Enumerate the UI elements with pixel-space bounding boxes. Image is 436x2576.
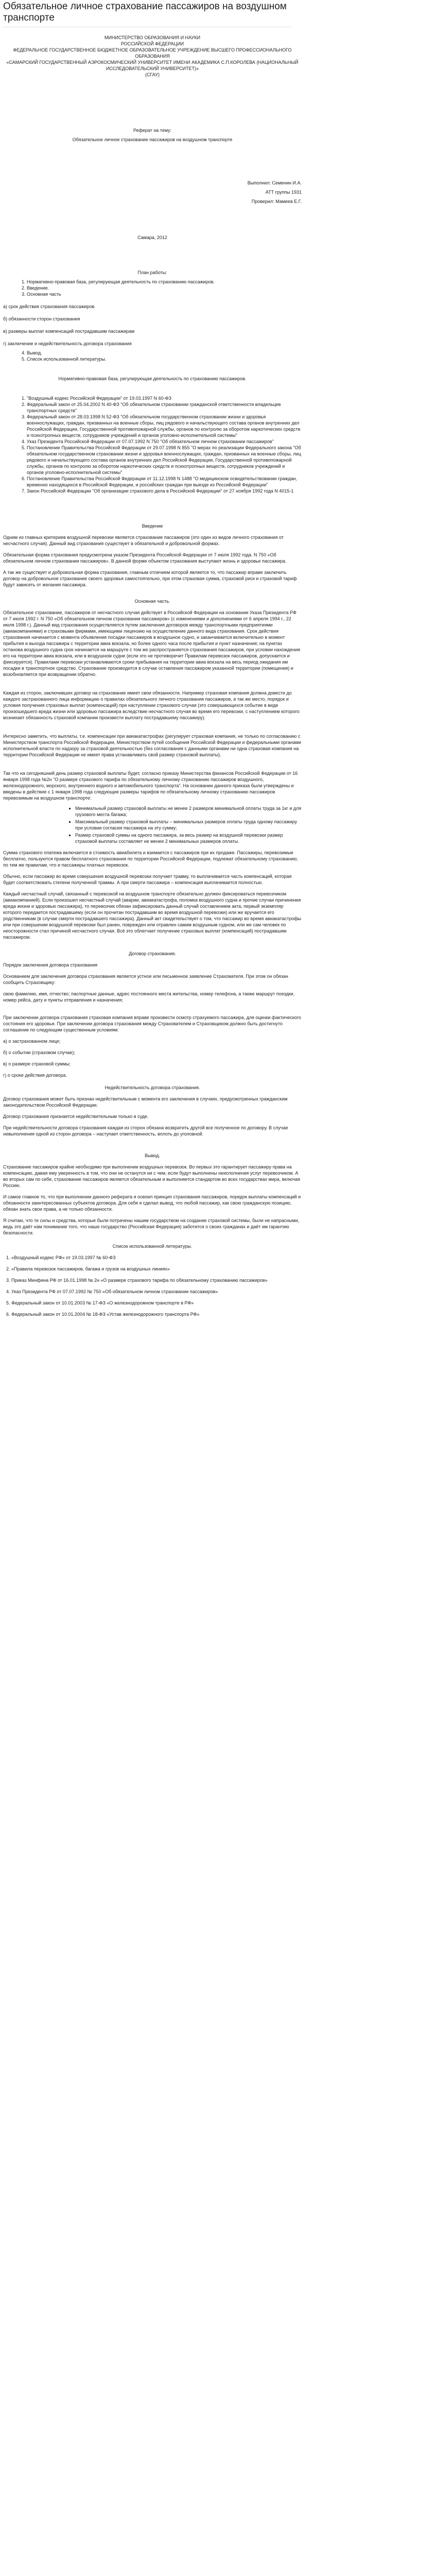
contract-paragraph: Основанием для заключения договора страхования является устное или письменное заявление Страхователя. При этом он обязан сообщить Страховщику: [3,974,288,985]
tariff-list [3,805,302,844]
intro-paragraph: Одним из главных критериев воздушной перевозки является страхование пассажиров (это один из видов личного страхования от несчастного случая). Данный вид страхования существует в обязательной и добровольной формах. [3,535,284,546]
contract-condition: г) о сроке действия договора. [3,1073,67,1078]
header-line: ФЕДЕРАЛЬНОЕ ГОСУДАРСТВЕННОЕ БЮДЖЕТНОЕ ОБРАЗОВАТЕЛЬНОЕ УЧРЕЖДЕНИЕ ВЫСШЕГО ПРОФЕССИОНАЛЬНОГО ОБРАЗОВАНИЯ [13,47,292,59]
conclusion-heading: Вывод. [145,1153,160,1158]
report-label: Реферат на тему: [133,128,172,133]
main-paragraph: Обычно, если пассажир во время совершения воздушной перевозки получает травму, то выплачивается часть компенсаций, которая будет соответствовать степени полученной травмы. А при смерти пассажира – компенсация выплачивается полностью. [3,874,292,885]
conclusion-paragraph: Страхование пассажиров крайне необходимо при выполнении воздушных перевозок. Во первых это гарантирует пассажиру права на компенсацию, давая ему уверенность в том, что они не останутся ни с чем, если будут выполнены неисполнения услуг перевозчиком. А во вторых сам по себе, страхование пассажиров является обязательным и выполняется стандартом во всех государствах мира, включая Россию. [3,1164,300,1188]
references-list [3,1255,302,1317]
report-topic: Обязательное личное страхование пассажиров на воздушном транспорте [72,137,233,142]
reference-item: 6. Федеральный закон от 10.01.2004 № 18-ФЗ «Устав железнодорожного транспорта РФ» [11,1311,302,1317]
page-title: Обязательное личное страхование пассажиров на воздушном транспорте [3,1,291,27]
authors-block [3,180,302,205]
normative-section [3,376,302,494]
reference-item: 4. Указ Президента РФ от 07.07.1992 № 750 «Об обязательном личном страховании пассажиров» [11,1289,302,1295]
main-paragraph: Каждый несчастный случай, связанный с перевозкой на воздушном транспорте обязательно должен фиксироваться перевозчиком (авиакомпанией). Если произошел несчастный случай (аварии, авиакатастрофа, поломка воздушного судна и прочие случаи причинения вреда жизни и здоровью пассажира), то перевозчик обязан зафиксировать данный случай составлением акта, первый экземпляр которого передается пострадавшему (если он прочитан пострадавшим во время воздушной перевозки) или же вручается его родственникам (в случае смерти пострадавшего пассажира). Данный акт свидетельствует о том, что пассажир во время авиакатастрофы или при совершении воздушной перевозки был ранен, поврежден или отравлен самим воздушным судном, или же сам человек по неосторожности стал причиной несчастного случая. Всё это облегчает получение страховых выплат (компенсаций) пострадавшим пассажиром. [3,891,302,940]
institution-header [3,35,302,78]
author-line: Выполнил: Семенин И.А. [247,180,302,185]
intro-paragraph: Обязательная форма страхования предусмотрена указом Президента Российской Федерации от 7 июля 1992 года. N 750 «Об обязательном личном страховании пассажиров». В данной форме объектом страхования выступают жизнь и здоровье пассажира. [3,552,287,564]
normative-item: 7. Закон Российской Федерации "Об организации страхового дела в Российской Федерации" от 27 ноября 1992 года N 4015-1 [27,488,302,494]
contract-paragraph: При заключении договора страхования страховая компания вправе произвести осмотр страхуемого пассажира, для оценки фактического состояния его здоровья. При заключении договора страхования между Страхователем и Страховщиком должно быть достигнуто соглашение по следующим существенным условиям: [3,1015,301,1032]
reference-item: 5. Федеральный закон от 10.01.2003 № 17-ФЗ «О железнодорожном транспорте в РФ» [11,1300,302,1306]
plan-list [3,350,302,362]
normative-heading: Нормативно-правовая база, регулирующая деятельность по страхованию пассажиров. [58,376,247,381]
plan-section [3,269,302,362]
plan-subitem: б) обязанности сторон страхования [3,316,80,321]
plan-item: 3. Основная часть [27,291,302,297]
reference-item: 1. «Воздушный кодекс РФ» от 19.03.1997 № 60-ФЗ [11,1255,302,1261]
header-line: МИНИСТЕРСТВО ОБРАЗОВАНИЯ И НАУКИ [104,35,201,40]
normative-item: 2. Федеральный закон от 25.04.2002 N 40-ФЗ "Об обязательном страховании гражданской ответственности владельцев транспортных средств" [27,401,302,414]
invalid-paragraph: Договор страхования может быть признан недействительным с момента его заключения в случаях, предусмотренных гражданским законодательством Российской Федерации. [3,1096,288,1108]
contract-condition: б) о событии (страховом случае); [3,1050,75,1055]
contract-heading: Договор страхования. [129,951,176,956]
plan-item: 2. Введение. [27,285,302,291]
normative-list [3,395,302,494]
tariff-item: ▪ Размер страховой суммы на одного пассажира, за весь размер на воздушной перевозки размер страховой выплаты составляет не менее 2 минимальных размеров оплаты. [75,832,302,844]
main-paragraph: Так что на сегодняшний день размер страховой выплаты будет, согласно приказу Министерства финансов Российской Федерации от 16 января 1998 года №2н "О размере страхового тарифа по обязательному личному страхованию пассажиров воздушного, железнодорожного, морского, внутреннего водного и автомобильного транспорта". На основании данного приказа были утверждены и введены в действие с 1 января 1998 года следующие размеры тарифов по обязательному личному страхованию пассажиров перевозимым на воздушном транспорте: [3,771,298,801]
contract-paragraph: свою фамилию, имя, отчество; паспортные данные, адрес постоянного места жительства, номер телефона, а также маршрут поездки, номер рейса, дату и пункты отправления и назначения; [3,991,295,1003]
conclusion-section [3,1153,302,1236]
normative-item: 1. "Воздушный кодекс Российской Федерации" от 19.03.1997 N 60-ФЗ [27,395,302,401]
reference-item: 2. «Правила перевозок пассажиров, багажа и грузов на воздушных линиях» [11,1266,302,1272]
invalid-heading: Недействительность договора страхования. [104,1085,200,1090]
document-body [3,35,302,1317]
main-paragraph: Обязательное страхование, пассажиров от несчастного случая действует в Российской Федерации на основании Указа Президента РФ от 7 июля 1992 г. N 750 «Об обязательном личном страховании пассажиров» (с изменениями и дополнениями от 6 апреля 1994 г., 22 июля 1998 г.). Данный вид страхования осуществляется путем заключения договоров между транспортными предприятиями (авиакомпаниями) и страховыми фирмами, имеющими лицензию на осуществление данного вида страхования. Срок действия страхования начинается с момента объявления посадки пассажиров в воздушное судно, и заканчивается включительно в момент прибытия и выхода пассажира с территории авиа вокзала, но более одного часа после прибытия и пункт назначения; на пунктах останова воздушного судна срок начинается на маршруте с том же распространяется страхования пассажиров, при условии нахождения его на территории авиа вокзала, или в воздушном судне (если это не противоречит Правилам перевозок пассажиров, допускается и фиксируется). Правилами перевозки устанавливаются сроки пребывания на территории авиа вокзала на весь период ожидания им посадки в транспортное средство. Страхование производится в случае оставления пассажиром указанной территории (помещения) и возобновляется при возвращении обратно. [3,610,300,677]
invalid-paragraph: При недействительности договора страхования каждая из сторон обязана возвратить другой все полученное по договору. В случае невыполнения одной из сторон договора – наступает ответственность, вплоть до уголовной. [3,1125,288,1137]
plan-item: 1. Нормативно-правовая база, регулирующая деятельность по страхованию пассажиров. [27,279,302,285]
conclusion-paragraph: И самое главное то, что при выполнении данного реферата я освоил принцип страхования пассажиров, порядок выплаты компенсаций и обязанности заинтересованных субъектов договора. Для себя я сделал вывод, что любой пассажир, как свою гражданскую позицию, обязан знать свои права, а не только обязанности. [3,1194,301,1212]
plan-list [3,279,302,297]
normative-item: 5. Постановление Правительства Российской Федерации от 29.07.1998 N 855 "О мерах по реализации Федерального закона "Об обязательном государственном страховании жизни и здоровья военнослужащих, граждан, призванных на военные сборы, лиц рядового и начальствующего состава органов внутренних дел Российской Федерации, Государственной противопожарной службы, органов по контролю за оборотом наркотических средств и психотропных веществ, сотрудников учреждений и органов уголовно-исполнительной системы" [27,445,302,476]
conclusion-paragraph: Я считаю, что те силы и средства, которые были потрачены нашим государством на создание страховой системы, были не напрасными, ведь это даёт нам понимание того, что наше государство (Российская Федерация) заботится о своих гражданах и даёт им гарантию безопасности. [3,1218,300,1235]
header-line: РОССИЙСКОЙ ФЕДЕРАЦИИ [120,41,184,46]
intro-paragraph: А так же существует и добровольная форма страхования, главным отличием которой является то, что пассажир вправе заключить договор на добровольное страхование своего здоровья самостоятельно, при этом страховая сумма, страховой риск и страховой тариф будут зависеть от желания пассажира. [3,570,297,587]
main-paragraph: Каждая из сторон, заключивших договор на страхование имеет свои обязанности. Например страховая компания должна довести до каждого застрахованного лица информацию о правилах обязательного личного страхования пассажиров, а так же место, порядок и условия получения страховых выплат (компенсаций) при наступлении страхового случая (это совершающихся событие в виде произошедшего вреда жизни или здоровью пассажира вследствие несчастного случая во время его перевозки, с наступлением которого возникает обязанность страховой компании произвести выплату пострадавшему пассажиру). [3,690,300,720]
normative-item: 3. Федеральный закон от 28.03.1998 N 52-ФЗ "Об обязательном государственном страховании жизни и здоровья военнослужащих, граждан, призванных на военные сборы, лиц рядового и начальствующего состава органов внутренних дел Российской Федерации, Государственной противопожарной службы, органов по контролю за оборотом наркотических средств и психотропных веществ, сотрудников учреждений и органов уголовно-исполнительной системы" [27,414,302,438]
document-page [0,1,436,1317]
contract-subheading: Порядок заключения договора страхования [3,962,98,968]
contract-condition: а) о застрахованном лице; [3,1039,61,1044]
plan-subitem: г) заключение и недействительность договора страхования [3,341,132,346]
invalid-paragraph: Договор страхования признается недействительным только в суде. [3,1114,149,1119]
plan-subitem: в) размеры выплат компенсаций пострадавшим пассажирам [3,329,135,334]
plan-heading: План работы: [137,270,167,275]
references-heading: Список использованной литературы. [112,1244,193,1249]
references-section [3,1243,302,1317]
author-line: Проверил: Мамеев Е.Г. [251,199,302,204]
main-heading: Основная часть. [134,599,170,604]
plan-item: 4. Вывод. [27,350,302,356]
main-section [3,598,302,1137]
plan-subitem: а) срок действия страхования пассажиров [3,304,95,309]
city-year: Самара, 2012 [137,235,167,240]
intro-heading: Введение [142,523,163,529]
report-topic-block [3,127,302,143]
contract-condition: в) о размере страховой суммы; [3,1061,71,1066]
normative-item: 4. Указ Президента Российской Федерации от 07.07.1992 N 750 "Об обязательном личном страховании пассажиров" [27,438,302,445]
header-line: (СГАУ) [145,72,160,77]
header-line: «САМАРСКИЙ ГОСУДАРСТВЕННЫЙ АЭРОКОСМИЧЕСКИЙ УНИВЕРСИТЕТ ИМЕНИ АКАДЕМИКА С.П.КОРОЛЕВА (НАЦИОНАЛЬНЫЙ ИССЛЕДОВАТЕЛЬСКИЙ УНИВЕРСИТЕТ)» [6,60,299,71]
intro-section [3,523,302,588]
reference-item: 3. Приказ Минфина РФ от 16.01.1998 № 2н «О размере страхового тарифа по обязательному страхованию пассажиров» [11,1277,302,1283]
author-line: АТТ группы 1931 [265,190,302,195]
plan-item: 5. Список использованной литературы. [27,356,302,362]
tariff-item: ▪ Минимальный размер страховой выплаты не менее 2 размеров минимальной оплаты труда за 1кг и для грузового места багажа; [75,805,302,818]
normative-item: 6. Постановление Правительства Российской Федерации от 11.12.1998 N 1488 "О медицинском освидетельствовании граждан, временно находящихся в Российской Федерации, и российских граждан при выезде из Российской Федерации" [27,476,302,488]
tariff-item: ▪ Максимальный размер страховой выплаты – минимальных размеров оплаты труда одному пассажиру при условии согласия пассажира на эту сумму; [75,819,302,831]
main-paragraph: Сумма страхового платежа включается в стоимость авиабилета и взимается с пассажиров при их продаже. Пассажиры, перевозимые бесплатно, пользуются правом бесплатного страхования по территории Российской Федерации, подлежат обязательному страхованию, по тем же правилам, что и пассажиры платных перевозок. [3,850,298,868]
main-paragraph: Интересно заметить, что выплаты, т.е. компенсации при авиакатастрофах (регулирует страховая компания, не только по согласованию с Министерством транспорта Российской Федерации, Министерством путей сообщения Российской Федерации и федеральными органами исполнительной власти по надзору за страховой деятельностью (без согласования с данными органами ни одна страховая компания на территории Российской Федерации не имеет права устанавливать свой размер страховой выплаты). [3,734,301,757]
